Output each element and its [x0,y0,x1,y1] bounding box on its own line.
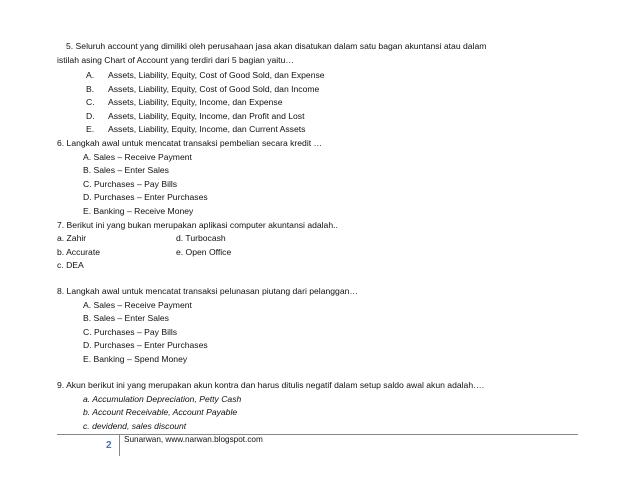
q5-option-letter: E. [86,124,95,134]
q8-option: A. Sales – Receive Payment [83,300,192,310]
q9-option: a. Accumulation Depreciation, Petty Cash [83,394,242,404]
q7-option-d: d. Turbocash [176,233,226,243]
q5-option-text: Assets, Liability, Equity, Cost of Good Sold, dan Expense [108,70,325,80]
q8-option: B. Sales – Enter Sales [83,313,169,323]
q5-option-letter: B. [86,84,95,94]
q6-option: D. Purchases – Enter Purchases [83,192,208,202]
footer-credit: Sunarwan, www.narwan.blogspot.com [124,435,263,444]
q9-stem: 9. Akun berikut ini yang merupakan akun kontra dan harus ditulis negatif dalam setup saldo awal akun adalah…. [57,380,485,390]
q7-option-b: b. Accurate [57,247,100,257]
q8-option: D. Purchases – Enter Purchases [83,340,208,350]
q6-stem: 6. Langkah awal untuk mencatat transaksi pembelian secara kredit … [57,138,323,148]
q8-option: C. Purchases – Pay Bills [83,327,178,337]
q7-option-a: a. Zahir [57,233,87,243]
page-number: 2 [106,440,112,451]
q7-option-e: e. Open Office [176,247,232,257]
q5-option-text: Assets, Liability, Equity, Income, dan Expense [108,97,283,107]
q9-option: c. devidend, sales discount [83,421,187,431]
q5-option-letter: D. [86,111,95,121]
q8-stem: 8. Langkah awal untuk mencatat transaksi pelunasan piutang dari pelanggan… [57,286,358,296]
q5-option-text: Assets, Liability, Equity, Income, dan Current Assets [108,124,306,134]
q6-option: C. Purchases – Pay Bills [83,179,178,189]
q5-option-text: Assets, Liability, Equity, Cost of Good Sold, dan Income [108,84,320,94]
q5-option-text: Assets, Liability, Equity, Income, dan Profit and Lost [108,111,305,121]
q8-option: E. Banking – Spend Money [83,354,188,364]
q6-option: B. Sales – Enter Sales [83,165,169,175]
q7-option-c: c. DEA [57,260,84,270]
q6-option: E. Banking – Receive Money [83,206,194,216]
q5-option-letter: A. [86,70,95,80]
q9-option: b. Account Receivable, Account Payable [83,407,238,417]
footer-vertical-divider [119,434,120,456]
q6-option: A. Sales – Receive Payment [83,152,192,162]
q5-stem-line-2: istilah asing Chart of Account yang terdiri dari 5 bagian yaitu… [57,55,294,65]
q7-stem: 7. Berikut ini yang bukan merupakan aplikasi computer akuntansi adalah.. [57,220,338,230]
q5-stem-line-1: 5. Seluruh account yang dimiliki oleh perusahaan jasa akan disatukan dalam satu bagan akuntansi atau dalam [66,41,487,51]
q5-option-letter: C. [86,97,95,107]
